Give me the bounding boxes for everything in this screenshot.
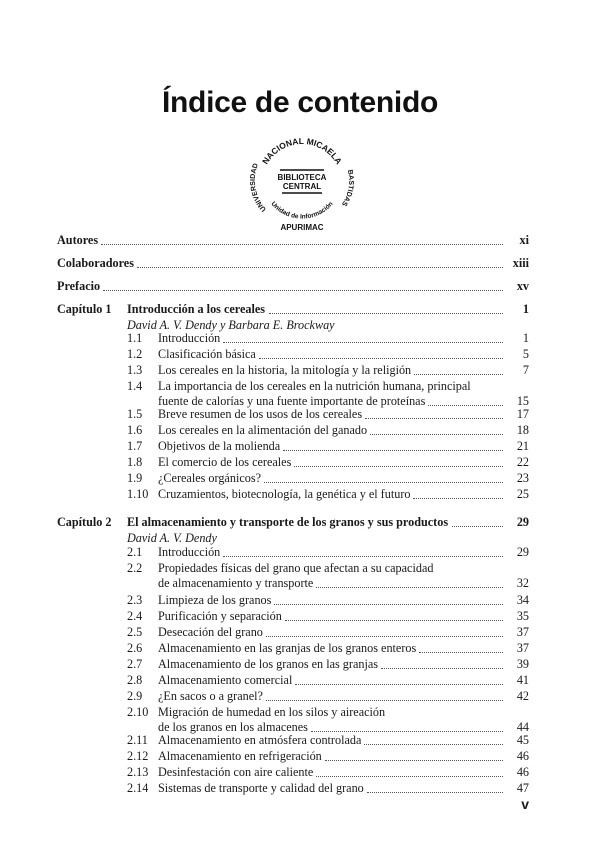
section-number: 1.1 — [127, 331, 143, 345]
section-title: Los cereales en la historia, la mitología y la religión — [158, 363, 412, 377]
section-number: 1.10 — [127, 487, 149, 501]
section-title: Introducción — [158, 331, 221, 345]
section-title-continued: de almacenamiento y transporte — [158, 576, 314, 590]
chapter-title: Introducción a los cereales — [127, 302, 266, 316]
page-number: 47 — [516, 781, 529, 795]
section-title-continued: de los granos en los almacenes — [158, 720, 308, 734]
section-number: 2.3 — [127, 593, 143, 607]
section-number: 2.8 — [127, 673, 143, 687]
dot-leader — [274, 604, 503, 605]
section-title: Objetivos de la molienda — [158, 439, 281, 453]
section-number: 1.8 — [127, 455, 143, 469]
dot-leader — [266, 700, 503, 701]
page-number: 44 — [516, 720, 529, 734]
page-number: 34 — [516, 593, 529, 607]
section-title: Clasificación básica — [158, 347, 256, 361]
section-title: Breve resumen de los usos de los cereales — [158, 407, 363, 421]
section-title: Almacenamiento en atmósfera controlada — [158, 733, 362, 747]
page-number: 15 — [516, 394, 529, 408]
section-title: Los cereales en la alimentación del ganado — [158, 423, 368, 437]
section-number: 2.5 — [127, 625, 143, 639]
section-title: Introducción — [158, 545, 221, 559]
dot-leader — [316, 587, 503, 588]
section-number: 1.7 — [127, 439, 143, 453]
dot-leader — [364, 744, 503, 745]
stamp-right-text: BASTIDAS — [339, 169, 355, 208]
page-number: 46 — [516, 749, 529, 763]
page-number: xiii — [512, 256, 529, 270]
dot-leader — [103, 290, 503, 291]
chapter-title: El almacenamiento y transporte de los granos y sus productos — [127, 515, 449, 529]
section-number: 1.6 — [127, 423, 143, 437]
section-number: 2.2 — [127, 561, 143, 575]
dot-leader — [295, 684, 503, 685]
page-number: 25 — [516, 487, 529, 501]
section-title: Desinfestación con aire caliente — [158, 765, 314, 779]
dot-leader — [316, 776, 503, 777]
page-number: 29 — [516, 545, 529, 559]
dot-leader — [264, 482, 503, 483]
page-number: 39 — [516, 657, 529, 671]
page-number: 32 — [516, 576, 529, 590]
toc-entry-autores: Autores — [57, 233, 99, 247]
page-number: 23 — [516, 471, 529, 485]
section-title: ¿Cereales orgánicos? — [158, 471, 261, 485]
dot-leader — [325, 760, 503, 761]
section-title-continued: fuente de calorías y una fuente importante de proteínas — [158, 394, 426, 408]
section-title: Cruzamientos, biotecnología, la genética y el futuro — [158, 487, 411, 501]
section-number: 2.1 — [127, 545, 143, 559]
toc-entry-prefacio: Prefacio — [57, 279, 101, 293]
toc-entry-colaboradores: Colaboradores — [57, 256, 134, 270]
stamp-line1: BIBLIOTECA — [277, 173, 327, 182]
page-number: 35 — [516, 609, 529, 623]
dot-leader — [259, 358, 503, 359]
page-number: 37 — [516, 641, 529, 655]
section-number: 2.11 — [127, 733, 148, 747]
section-title: El comercio de los cereales — [158, 455, 292, 469]
section-number: 2.14 — [127, 781, 149, 795]
dot-leader — [294, 466, 503, 467]
chapter-authors: David A. V. Dendy — [127, 531, 217, 545]
dot-leader — [311, 731, 503, 732]
dot-leader — [269, 313, 503, 314]
dot-leader — [381, 668, 503, 669]
section-number: 1.5 — [127, 407, 143, 421]
dot-leader — [283, 450, 503, 451]
page-number: 45 — [516, 733, 529, 747]
dot-leader — [367, 792, 503, 793]
page-number: 41 — [516, 673, 529, 687]
page-number: 29 — [516, 515, 529, 529]
stamp-bottom-text: Unidad de Información — [269, 200, 335, 221]
section-number: 1.2 — [127, 347, 143, 361]
section-number: 2.13 — [127, 765, 149, 779]
stamp-left-text: UNIVERSIDAD — [249, 162, 268, 213]
chapter-label: Capítulo 1 — [57, 302, 112, 316]
page-number: 46 — [516, 765, 529, 779]
dot-leader — [101, 244, 503, 245]
page-number: 1 — [522, 302, 529, 316]
page-number: 42 — [516, 689, 529, 703]
page-number: 1 — [522, 331, 529, 345]
section-title: Almacenamiento en refrigeración — [158, 749, 322, 763]
page-title: Índice de contenido — [162, 86, 438, 119]
chapter-label: Capítulo 2 — [57, 515, 112, 529]
section-title: Limpieza de los granos — [158, 593, 272, 607]
page-number: 21 — [516, 439, 529, 453]
dot-leader — [285, 620, 503, 621]
section-title: Migración de humedad en los silos y aireación — [158, 705, 386, 719]
dot-leader — [223, 556, 503, 557]
section-title: Almacenamiento en las granjas de los granos enteros — [158, 641, 417, 655]
dot-leader — [137, 267, 503, 268]
page-folio: v — [521, 796, 529, 812]
dot-leader — [223, 342, 503, 343]
stamp-top-text: NACIONAL MICAELA — [259, 135, 345, 167]
section-title: Sistemas de transporte y calidad del grano — [158, 781, 364, 795]
library-stamp — [244, 122, 360, 238]
page-number: 5 — [522, 347, 529, 361]
section-title: Desecación del grano — [158, 625, 263, 639]
section-number: 2.7 — [127, 657, 143, 671]
page-number: xv — [516, 279, 529, 293]
section-number: 1.3 — [127, 363, 143, 377]
section-number: 2.10 — [127, 705, 149, 719]
section-number: 2.6 — [127, 641, 143, 655]
dot-leader — [365, 418, 503, 419]
page-number: 7 — [522, 363, 529, 377]
section-number: 2.9 — [127, 689, 143, 703]
page-number: 17 — [516, 407, 529, 421]
section-number: 1.9 — [127, 471, 143, 485]
section-title: Propiedades físicas del grano que afectan a su capacidad — [158, 561, 434, 575]
section-title: Almacenamiento de los granos en las granjas — [158, 657, 378, 671]
section-title: Purificación y separación — [158, 609, 282, 623]
page-number: 37 — [516, 625, 529, 639]
page-number: 22 — [516, 455, 529, 469]
dot-leader — [266, 636, 503, 637]
section-number: 2.4 — [127, 609, 143, 623]
stamp-bottom2: APURIMAC — [280, 223, 324, 232]
page-number: xi — [519, 233, 529, 247]
section-number: 2.12 — [127, 749, 149, 763]
section-title: Almacenamiento comercial — [158, 673, 293, 687]
chapter-authors: David A. V. Dendy y Barbara E. Brockway — [127, 318, 335, 332]
section-number: 1.4 — [127, 379, 143, 393]
section-title: La importancia de los cereales en la nutrición humana, principal — [158, 379, 471, 393]
dot-leader — [370, 434, 503, 435]
stamp-line2: CENTRAL — [282, 182, 322, 191]
section-title: ¿En sacos o a granel? — [158, 689, 263, 703]
page-number: 18 — [516, 423, 529, 437]
